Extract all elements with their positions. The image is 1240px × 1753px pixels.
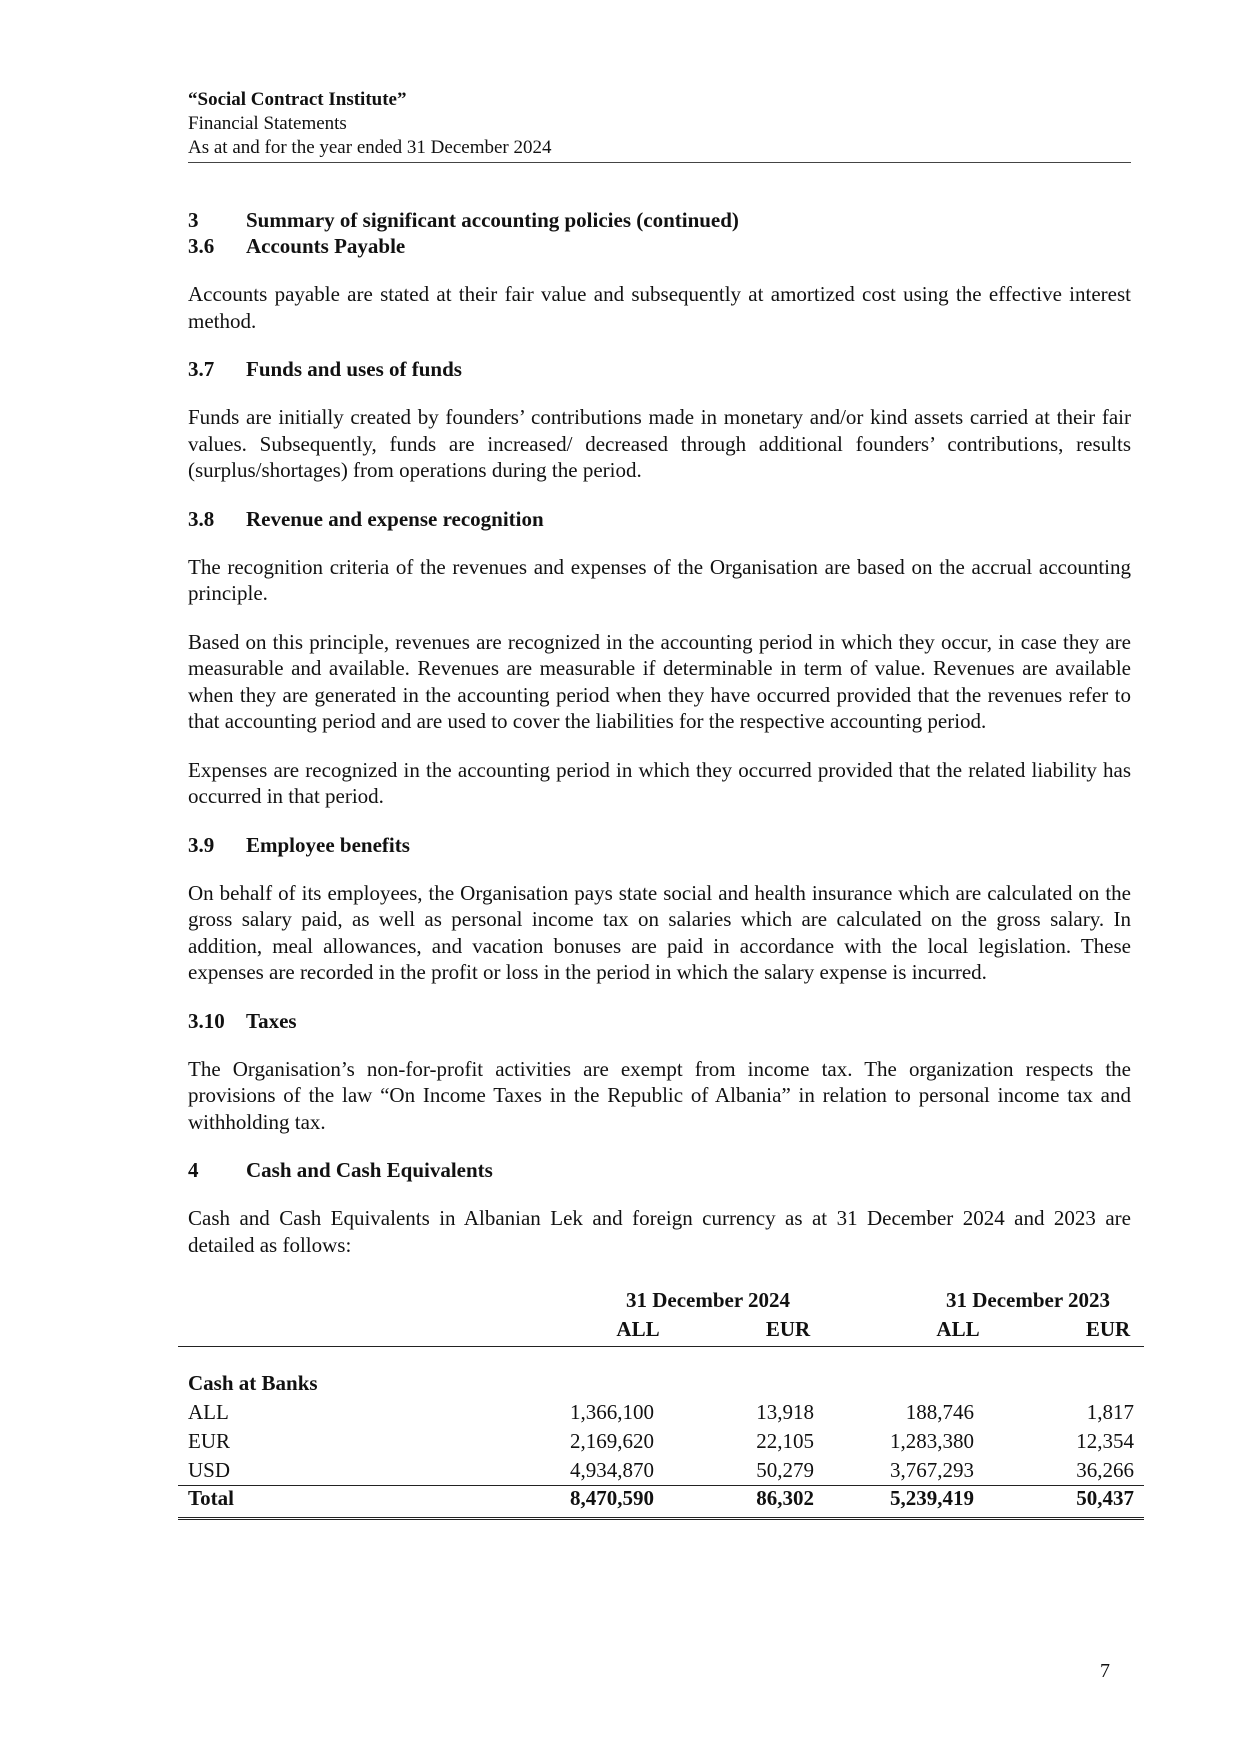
paragraph: Funds are initially created by founders’ contributions made in monetary and/or kind assets carried at their fair values. Subsequently, funds are increased/ decreased through additional founders’ contributions, results (surplus/shortages) from operations during the period. — [188, 405, 1131, 482]
row-label: ALL — [188, 1400, 229, 1424]
cash-table — [178, 1288, 1144, 1520]
header-rule — [188, 162, 1131, 163]
cell-value: 1,366,100 — [570, 1400, 654, 1424]
section-3-heading: 3 Summary of significant accounting policies (continued) — [188, 208, 739, 232]
cell-value: 4,934,870 — [570, 1458, 654, 1482]
cell-value: 12,354 — [1076, 1429, 1134, 1453]
group-header-2023: 31 December 2023 — [945, 1288, 1111, 1312]
org-name: “Social Contract Institute” — [188, 89, 407, 110]
table-total-row — [178, 1485, 1144, 1515]
table-row — [178, 1458, 1144, 1485]
page-header — [188, 88, 1131, 163]
cell-value: 36,266 — [1076, 1458, 1134, 1482]
section-3-6-heading: 3.6 Accounts Payable — [188, 234, 406, 258]
document-page — [188, 88, 1134, 1520]
group-header-2024: 31 December 2024 — [625, 1288, 791, 1312]
paragraph: The recognition criteria of the revenues and expenses of the Organisation are based on the accrual accounting principle. — [188, 554, 1131, 605]
section-3-9-heading: 3.9 Employee benefits — [188, 832, 410, 857]
total-value: 50,437 — [1076, 1486, 1134, 1510]
column-header: ALL — [616, 1317, 660, 1341]
paragraph: On behalf of its employees, the Organisation pays state social and health insurance which are calculated on the gross salary paid, as well as personal income tax on salaries which are calculated on the gross salary. In addition, meal allowances, and vacation bonuses are paid in accordance with the local legislation. These expenses are recorded in the profit or loss in the period in which the salary expense is incurred. — [188, 880, 1131, 984]
cell-value: 1,817 — [1086, 1400, 1134, 1424]
cell-value: 2,169,620 — [570, 1429, 654, 1453]
total-value: 8,470,590 — [570, 1486, 654, 1510]
cell-value: 188,746 — [905, 1400, 974, 1424]
paragraph: Accounts payable are stated at their fair value and subsequently at amortized cost using the effective interest method. — [188, 282, 1131, 333]
section-3-7-heading: 3.7 Funds and uses of funds — [188, 357, 462, 381]
total-value: 86,302 — [756, 1486, 814, 1510]
column-header: EUR — [1085, 1317, 1131, 1341]
section-4-heading: 4 Cash and Cash Equivalents — [188, 1158, 493, 1182]
table-row — [178, 1400, 1144, 1429]
total-value: 5,239,419 — [890, 1486, 974, 1510]
table-column-header-row — [178, 1317, 1144, 1346]
section-label: Cash at Banks — [188, 1371, 318, 1395]
paragraph: The Organisation’s non-for-profit activities are exempt from income tax. The organization respects the provisions of the law “On Income Taxes in the Republic of Albania” in relation to personal income tax and withholding tax. — [188, 1056, 1131, 1134]
total-label: Total — [188, 1486, 234, 1510]
cell-value: 3,767,293 — [890, 1458, 974, 1482]
column-header: EUR — [765, 1317, 811, 1341]
row-label: EUR — [188, 1429, 230, 1453]
cell-value: 50,279 — [756, 1458, 814, 1482]
section-3-10-heading: 3.10 Taxes — [188, 1008, 297, 1033]
cell-value: 13,918 — [756, 1400, 814, 1424]
paragraph: Cash and Cash Equivalents in Albanian Lek and foreign currency as at 31 December 2024 and 2023 are detailed as follows: — [188, 1206, 1131, 1257]
table-group-header-row — [178, 1288, 1144, 1317]
column-header: ALL — [936, 1317, 980, 1341]
cell-value: 22,105 — [756, 1429, 814, 1453]
paragraph: Expenses are recognized in the accounting period in which they occurred provided that the related liability has occurred in that period. — [188, 757, 1131, 808]
period-line: As at and for the year ended 31 December 2024 — [188, 137, 552, 158]
section-3-8-heading: 3.8 Revenue and expense recognition — [188, 506, 544, 531]
table-row — [178, 1429, 1144, 1458]
paragraph: Based on this principle, revenues are recognized in the accounting period in which they occur, in case they are measurable and available. Revenues are measurable if determinable in term of value. Revenues are available when they are generated in the accounting period when they have occurred provided that the revenues refer to that accounting period and are used to cover the liabilities for the respective accounting period. — [188, 629, 1131, 733]
table-section-label-row — [178, 1371, 1144, 1400]
doc-title: Financial Statements — [188, 113, 347, 134]
page-number: 7 — [1100, 1660, 1110, 1682]
spacer-row — [178, 1347, 1144, 1371]
total-double-rule — [178, 1517, 1144, 1520]
cell-value: 1,283,380 — [890, 1429, 974, 1453]
row-label: USD — [188, 1458, 231, 1482]
